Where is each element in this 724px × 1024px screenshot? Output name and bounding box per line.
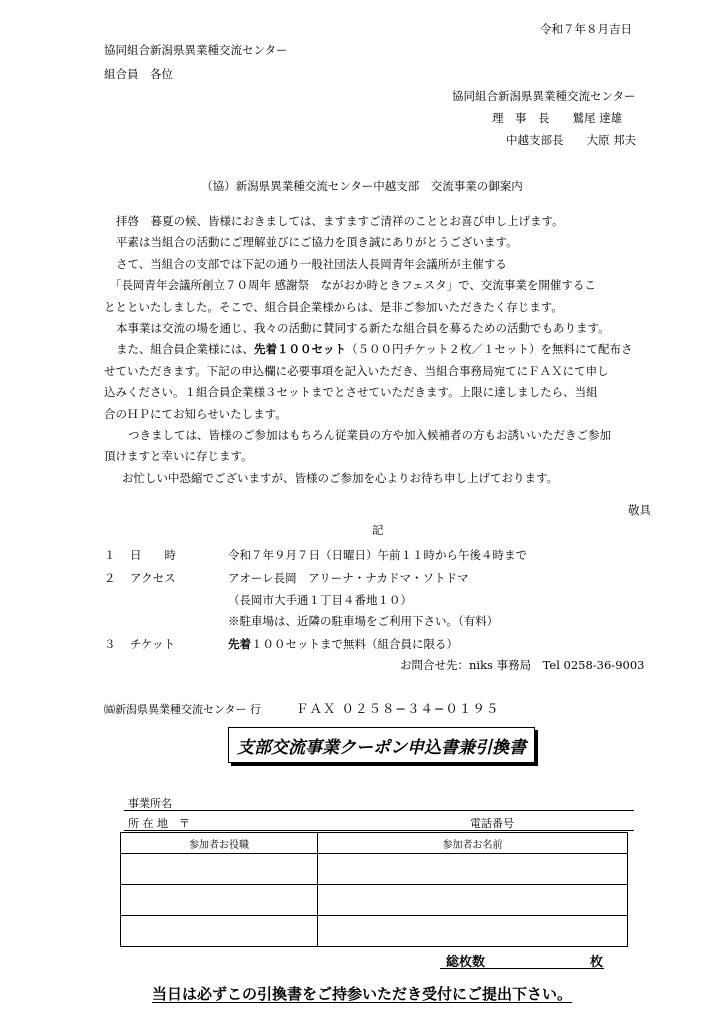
item2-number: ２ bbox=[104, 571, 116, 585]
position-cell[interactable] bbox=[121, 885, 318, 916]
body-line: せていただきます。下記の申込欄に必要事項を記入いただき、当組合事務局宛てにＦＡＸにて申し bbox=[104, 363, 609, 378]
body-line: 本事業は交流の場を通じ、我々の活動に賛同する新たな組合員を募るための活動でもあります。 bbox=[116, 321, 610, 336]
body-line: 込みください。１組合員企業様３セットまでとさせていただきます。上限に達しましたら、当組 bbox=[104, 385, 598, 400]
item2-parking: ※駐車場は、近隣の駐車場をご利用下さい。（有料） bbox=[228, 614, 499, 628]
document-title: （協）新潟県異業種交流センター中越支部 交流事業の御案内 bbox=[201, 179, 523, 193]
total-unit: 枚 bbox=[590, 955, 604, 970]
item3-bold: 先着 bbox=[228, 637, 251, 651]
item1-value: 令和７年９月７日（日曜日）午前１１時から午後４時まで bbox=[228, 548, 527, 562]
sender-branch-head: 中越支部長 大原 邦夫 bbox=[506, 133, 637, 147]
letter-body bbox=[104, 211, 660, 489]
item1-number: １ bbox=[104, 548, 116, 562]
body-line: 平素は当組合の活動にご理解並びにご協力を頂き誠にありがとうございます。 bbox=[116, 235, 518, 250]
participants-table bbox=[120, 832, 628, 947]
table-row bbox=[121, 885, 628, 916]
business-name-label: 事業所名 bbox=[128, 797, 172, 810]
table-row bbox=[121, 854, 628, 885]
item1-label: 日 時 bbox=[130, 548, 176, 562]
item2-label: アクセス bbox=[130, 571, 176, 585]
position-cell[interactable] bbox=[121, 854, 318, 885]
body-line: お忙しい中恐縮でございますが、皆様のご参加を心よりお待ち申し上げております。 bbox=[122, 470, 559, 485]
item3-value bbox=[228, 636, 458, 652]
ki-heading: 記 bbox=[372, 523, 384, 537]
coupon-text-pre: また、組合員企業様には、 bbox=[116, 342, 254, 357]
business-name-line[interactable] bbox=[124, 810, 634, 811]
item3-text: １００セットまで無料（組合員に限る） bbox=[251, 637, 458, 651]
sender-organization: 協同組合新潟県異業種交流センター bbox=[452, 89, 636, 103]
fax-recipient: ㈿新潟県異業種交流センター 行 bbox=[104, 703, 262, 716]
sender-chair: 理 事 長 鷲尾 達雄 bbox=[492, 111, 623, 125]
item3-label: チケット bbox=[130, 637, 175, 651]
name-cell[interactable] bbox=[318, 854, 628, 885]
form-title: 支部交流事業クーポン申込書兼引換書 bbox=[228, 727, 535, 763]
table-header-row bbox=[121, 833, 628, 854]
body-line: さて、当組合の支部では下記の通り一般社団法人長岡青年会議所が主催する bbox=[116, 256, 507, 271]
body-line: つきましては、皆様のご参加はもちろん従業員の方や加入候補者の方もお誘いいただきご参加 bbox=[128, 428, 611, 443]
body-line: 「長岡青年会議所創立７０周年 感謝祭 ながおか時ときフェスタ」で、交流事業を開催するこ bbox=[110, 278, 596, 293]
phone-label: 電話番号 bbox=[470, 817, 514, 830]
recipient: 組合員 各位 bbox=[104, 67, 173, 81]
address-line[interactable] bbox=[124, 830, 634, 831]
item2-address: （長岡市大手通１丁目４番地１０） bbox=[228, 593, 412, 607]
body-line: ととといたしました。そこで、組合員企業様からは、是非ご参加いただきたく存じます。 bbox=[104, 299, 563, 314]
coupon-text-post: （５００円チケット２枚／１セット）を無料にて配布さ bbox=[346, 342, 633, 357]
footer-text: 当日は必ずこの引換書をご持参いただき受付にご提出下さい。 bbox=[151, 985, 572, 1003]
body-line: 頂けますと幸いに存じます。 bbox=[104, 449, 253, 464]
fax-number: ＦＡＸ ０２５８−３４−０１９５ bbox=[296, 701, 500, 716]
coupon-text-bold: 先着１００セット bbox=[254, 342, 346, 357]
contact-info: お問合せ先：niks 事務局 Tel 0258-36-9003 bbox=[400, 658, 645, 672]
recipient-organization: 協同組合新潟県異業種交流センター bbox=[104, 43, 288, 57]
name-cell[interactable] bbox=[318, 916, 628, 947]
item2-value: アオーレ長岡 アリーナ・ナカドマ・ソトドマ bbox=[228, 571, 469, 585]
body-line-coupon bbox=[104, 339, 660, 360]
col-position-header: 参加者お役職 bbox=[121, 833, 318, 854]
total-label: 総枚数 bbox=[446, 955, 486, 970]
address-label: 所 在 地 〒 bbox=[128, 817, 190, 830]
closing-word: 敬具 bbox=[628, 503, 651, 517]
body-line: 拝啓 暮夏の候、皆様におきましては、ますますご清祥のこととお喜び申し上げます。 bbox=[116, 214, 564, 228]
table-row bbox=[121, 916, 628, 947]
col-name-header: 参加者お名前 bbox=[318, 833, 628, 854]
total-line[interactable] bbox=[440, 968, 604, 969]
item3-number: ３ bbox=[104, 637, 116, 651]
issue-date: 令和７年８月吉日 bbox=[540, 22, 632, 36]
body-line: 合のＨＰにてお知らせいたします。 bbox=[104, 406, 287, 421]
footer-notice bbox=[0, 983, 724, 1004]
name-cell[interactable] bbox=[318, 885, 628, 916]
position-cell[interactable] bbox=[121, 916, 318, 947]
